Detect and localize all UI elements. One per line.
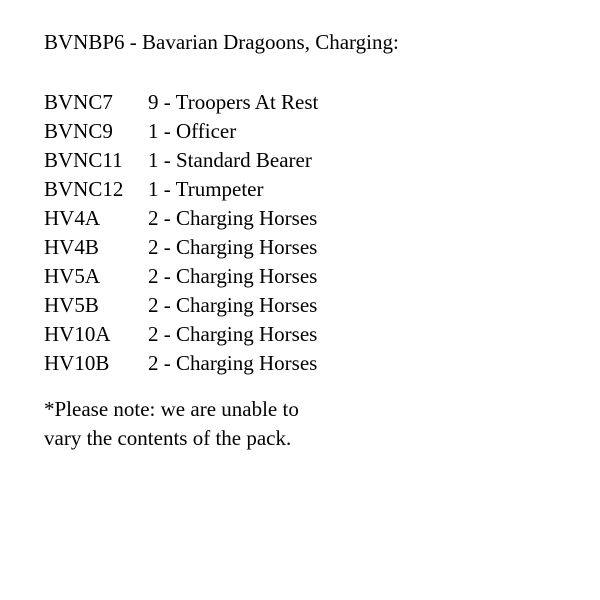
- pack-contents-list: [44, 88, 584, 378]
- list-item: [44, 204, 584, 233]
- list-item: [44, 233, 584, 262]
- item-description: 2 - Charging Horses: [148, 206, 318, 230]
- item-code: BVNC7: [44, 90, 113, 114]
- item-description: 2 - Charging Horses: [148, 322, 318, 346]
- note-line: *Please note: we are unable to: [44, 397, 299, 421]
- item-description: 2 - Charging Horses: [148, 293, 318, 317]
- pack-contents-document: [44, 30, 584, 453]
- list-item: [44, 88, 584, 117]
- note-line: vary the contents of the pack.: [44, 426, 292, 450]
- item-code: BVNC9: [44, 119, 113, 143]
- item-code: BVNC11: [44, 148, 123, 172]
- pack-title: BVNBP6 - Bavarian Dragoons, Charging:: [44, 30, 399, 54]
- item-description: 2 - Charging Horses: [148, 235, 318, 259]
- item-code: HV4B: [44, 235, 99, 259]
- list-item: [44, 262, 584, 291]
- item-description: 1 - Trumpeter: [148, 177, 264, 201]
- item-description: 9 - Troopers At Rest: [148, 90, 319, 114]
- item-code: HV10A: [44, 322, 111, 346]
- list-item: [44, 175, 584, 204]
- list-item: [44, 117, 584, 146]
- item-code: HV5B: [44, 293, 99, 317]
- item-description: 2 - Charging Horses: [148, 264, 318, 288]
- list-item: [44, 291, 584, 320]
- item-description: 1 - Officer: [148, 119, 237, 143]
- item-code: BVNC12: [44, 177, 124, 201]
- pack-note: [44, 395, 584, 453]
- list-item: [44, 349, 584, 378]
- list-item: [44, 146, 584, 175]
- item-code: HV4A: [44, 206, 100, 230]
- item-description: 1 - Standard Bearer: [148, 148, 312, 172]
- item-description: 2 - Charging Horses: [148, 351, 318, 375]
- item-code: HV10B: [44, 351, 110, 375]
- item-code: HV5A: [44, 264, 100, 288]
- list-item: [44, 320, 584, 349]
